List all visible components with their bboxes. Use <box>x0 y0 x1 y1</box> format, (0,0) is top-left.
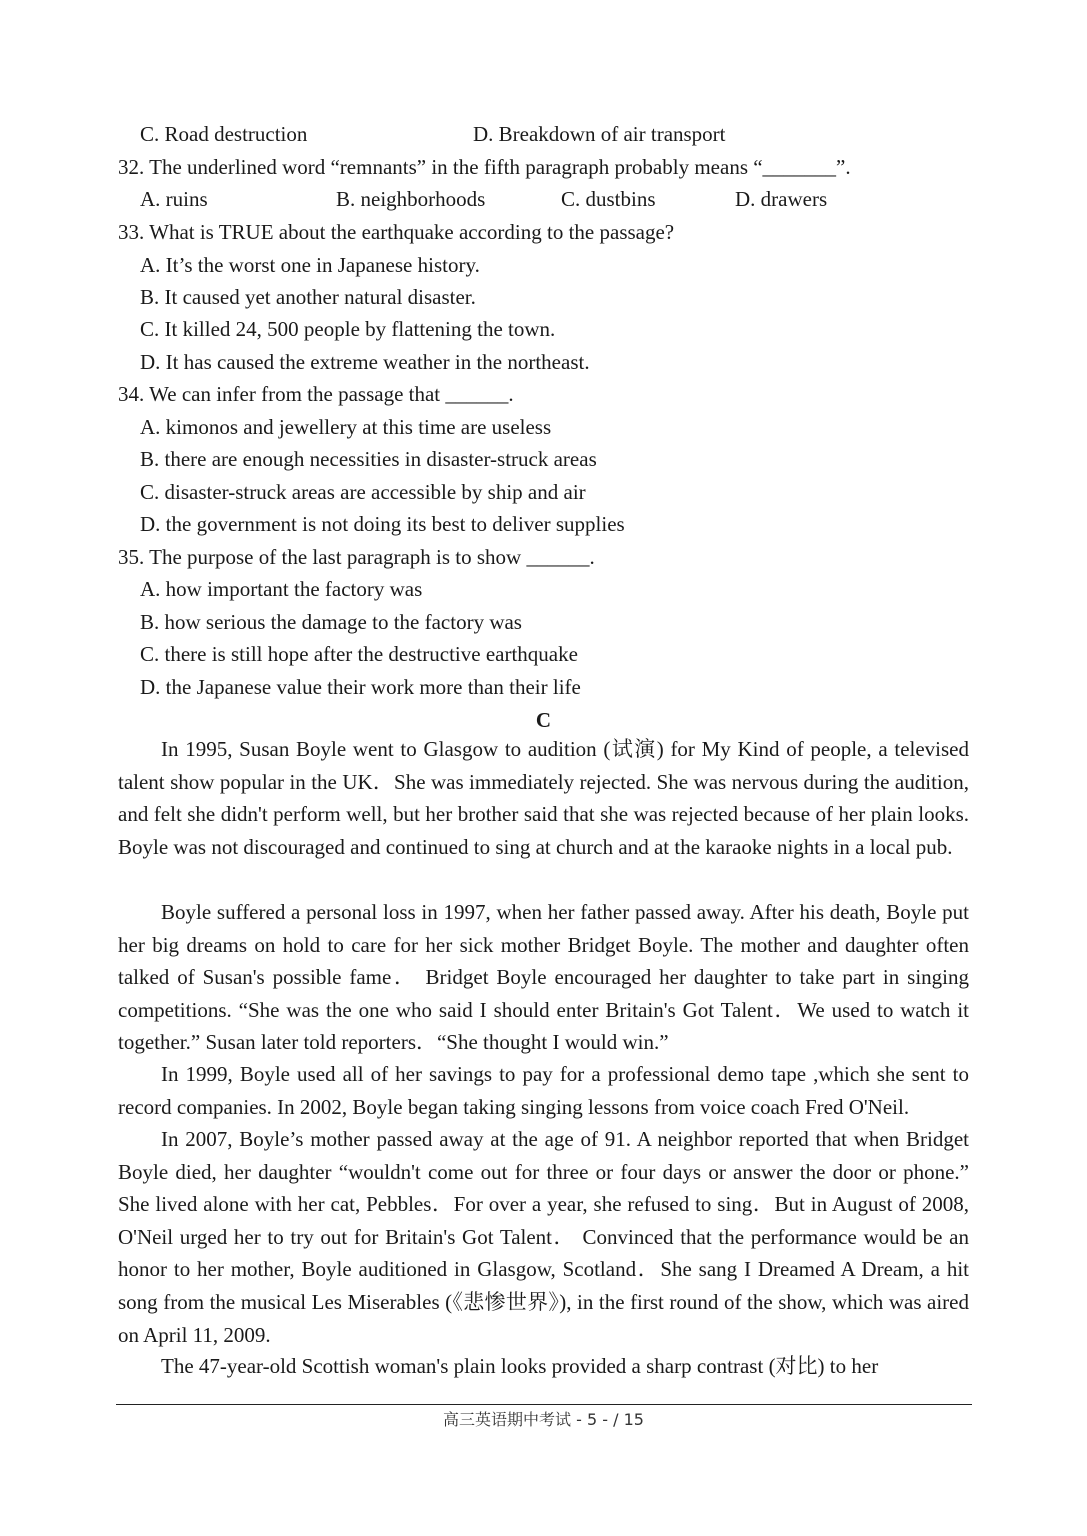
q32-option-c: C. dustbins <box>561 187 656 211</box>
q34-stem: 34. We can infer from the passage that ______. <box>118 382 514 406</box>
q35-option-c: C. there is still hope after the destructive earthquake <box>140 642 578 666</box>
q35-option-b: B. how serious the damage to the factory was <box>140 610 522 634</box>
passage-paragraph-5: The 47-year-old Scottish woman's plain looks provided a sharp contrast (对比) to her <box>161 1354 879 1378</box>
q35-option-a: A. how important the factory was <box>140 577 423 601</box>
q35-stem: 35. The purpose of the last paragraph is to show ______. <box>118 545 595 569</box>
q33-option-d: D. It has caused the extreme weather in the northeast. <box>140 350 590 374</box>
q34-option-d: D. the government is not doing its best to deliver supplies <box>140 512 625 536</box>
q33-option-c: C. It killed 24, 500 people by flattening the town. <box>140 317 556 341</box>
q32-option-a: A. ruins <box>140 187 208 211</box>
q34-option-a: A. kimonos and jewellery at this time are useless <box>140 415 552 439</box>
passage-paragraph-3: In 1999, Boyle used all of her savings to pay for a professional demo tape ,which she sent to record companies. In 2002, Boyle began taking singing lessons from voice coach Fred O'Neil. <box>118 1062 969 1119</box>
page-footer: 高三英语期中考试 - 5 - / 15 <box>443 1410 644 1429</box>
q31-option-c: C. Road destruction <box>140 122 308 146</box>
section-c-heading: C <box>535 708 552 732</box>
q34-option-c: C. disaster-struck areas are accessible by ship and air <box>140 480 586 504</box>
q33-stem: 33. What is TRUE about the earthquake according to the passage? <box>118 220 675 244</box>
q32-stem: 32. The underlined word “remnants” in the fifth paragraph probably means “_______”. <box>118 155 851 179</box>
passage-paragraph-2: Boyle suffered a personal loss in 1997, when her father passed away. After his death, Boyle put her big dreams on hold to care for her sick mother Bridget Boyle. The mother and daughter often talked of Susan's possible fame． Bridget Boyle encouraged her daughter to take part in singing competitions. “She was the one who said I should enter Britain's Got Talent．We used to watch it together.” Susan later told reporters．“She thought I would win.” <box>118 900 969 1055</box>
q32-option-b: B. neighborhoods <box>336 187 486 211</box>
passage-paragraph-4: In 2007, Boyle’s mother passed away at the age of 91. A neighbor reported that when Bridget Boyle died, her daughter “wouldn't come out for three or four days or answer the door or phone.” She lived alone with her cat, Pebbles．For over a year, she refused to sing．But in August of 2008, O'Neil urged her to try out for Britain's Got Talent． Convinced that the performance would be an honor to her mother, Boyle auditioned in Glasgow, Scotland．She sang I Dreamed A Dream, a hit song from the musical Les Miserables (《悲惨世界》), in the first round of the show, which was aired on April 11, 2009. <box>118 1127 969 1347</box>
q31-option-d: D. Breakdown of air transport <box>473 122 726 146</box>
footer-divider <box>116 1404 972 1405</box>
q34-option-b: B. there are enough necessities in disaster-struck areas <box>140 447 597 471</box>
q33-option-b: B. It caused yet another natural disaster. <box>140 285 476 309</box>
q35-option-d: D. the Japanese value their work more than their life <box>140 675 581 699</box>
passage-paragraph-1: In 1995, Susan Boyle went to Glasgow to audition (试演) for My Kind of people, a televised talent show popular in the UK．She was immediately rejected. She was nervous during the audition, and felt she didn't perform well, but her brother said that she was rejected because of her plain looks. Boyle was not discouraged and continued to sing at church and at the karaoke nights in a local pub. <box>118 737 969 859</box>
q32-option-d: D. drawers <box>735 187 828 211</box>
q33-option-a: A. It’s the worst one in Japanese history. <box>140 253 480 277</box>
